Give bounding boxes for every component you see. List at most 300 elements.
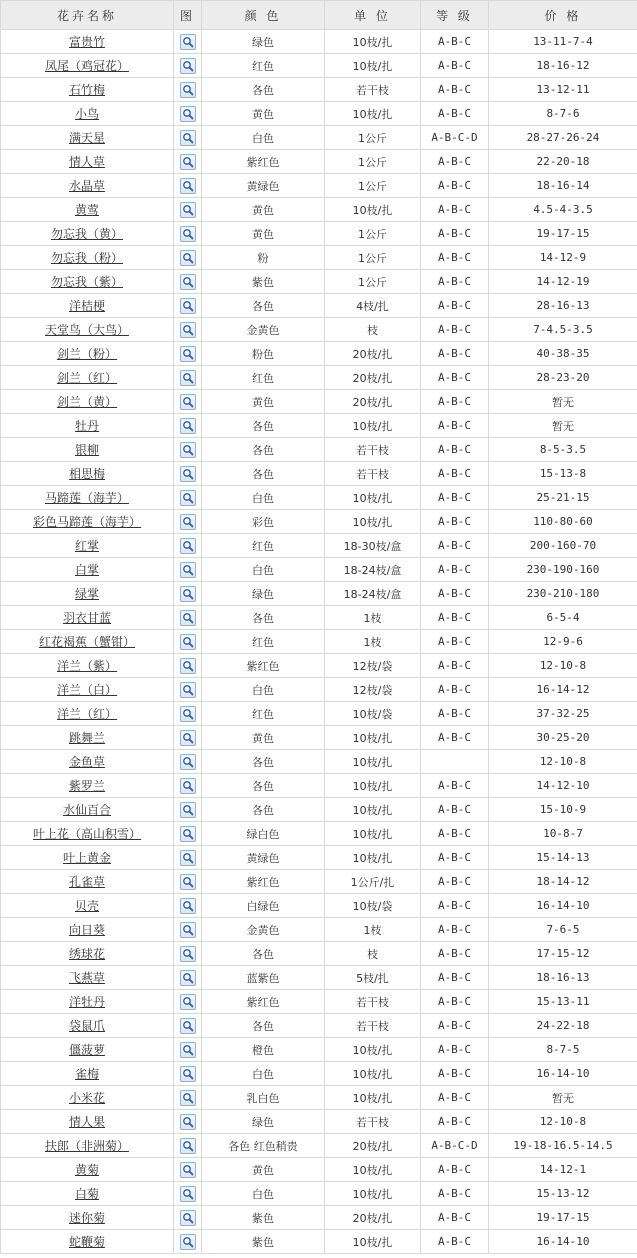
image-cell [174,54,202,78]
flower-name-link[interactable]: 银柳 [74,443,99,457]
magnifier-icon[interactable] [180,994,196,1010]
table-row [1,414,637,438]
magnifier-icon[interactable] [180,466,196,482]
flower-name-cell [1,510,174,534]
color-cell: 黄色 [202,1158,325,1182]
price-cell: 15-13-8 [489,462,637,486]
magnifier-icon[interactable] [180,202,196,218]
unit-cell: 10枝/扎 [325,486,421,510]
flower-name-cell [1,1062,174,1086]
color-cell: 红色 [202,366,325,390]
flower-name-cell [1,846,174,870]
table-row [1,798,637,822]
table-row [1,630,637,654]
image-cell [174,102,202,126]
unit-cell: 若干枝 [325,1014,421,1038]
unit-cell: 1公斤 [325,174,421,198]
table-row [1,654,637,678]
flower-name-link[interactable]: 黄莺 [74,203,99,217]
header-unit: 单 位 [325,1,421,30]
grade-cell [421,750,489,774]
price-cell: 19-18-16.5-14.5 [489,1134,637,1158]
grade-cell: A-B-C [421,414,489,438]
table-row [1,150,637,174]
price-cell: 25-21-15 [489,486,637,510]
magnifier-icon[interactable] [180,730,196,746]
flower-name-cell [1,1014,174,1038]
color-cell: 黄绿色 [202,174,325,198]
magnifier-icon[interactable] [180,586,196,602]
flower-name-cell [1,102,174,126]
flower-name-link[interactable]: 蛇鞭菊 [68,1235,105,1249]
color-cell: 白色 [202,1182,325,1206]
unit-cell: 18-24枝/盒 [325,558,421,582]
magnifier-icon[interactable] [180,250,196,266]
color-cell: 各色 [202,798,325,822]
flower-name-link[interactable]: 红花褐蕉（蟹钳） [38,635,135,649]
flower-name-link[interactable]: 羽衣甘蓝 [62,611,111,625]
unit-cell: 枝 [325,942,421,966]
color-cell: 黄色 [202,198,325,222]
color-cell: 紫色 [202,270,325,294]
table-row [1,774,637,798]
price-cell: 12-10-8 [489,750,637,774]
flower-name-cell [1,342,174,366]
color-cell: 白色 [202,558,325,582]
table-row [1,438,637,462]
price-cell: 230-210-180 [489,582,637,606]
price-cell: 19-17-15 [489,222,637,246]
image-cell [174,30,202,54]
image-cell [174,366,202,390]
table-row [1,294,637,318]
magnifier-icon[interactable] [180,850,196,866]
flower-name-cell [1,366,174,390]
magnifier-icon[interactable] [180,394,196,410]
image-cell [174,846,202,870]
flower-name-cell [1,606,174,630]
magnifier-icon[interactable] [180,874,196,890]
grade-cell: A-B-C [421,366,489,390]
color-cell: 橙色 [202,1038,325,1062]
flower-name-link[interactable]: 雀梅 [74,1067,99,1081]
table-row [1,1182,637,1206]
color-cell: 各色 [202,438,325,462]
table-row [1,462,637,486]
table-row [1,1086,637,1110]
price-cell: 8-7-6 [489,102,637,126]
price-cell: 暂无 [489,1086,637,1110]
flower-name-link[interactable]: 迷你菊 [68,1211,105,1225]
unit-cell: 1公斤 [325,222,421,246]
flower-name-link[interactable]: 剑兰（黄） [56,395,117,409]
flower-name-link[interactable]: 小米花 [68,1091,105,1105]
grade-cell: A-B-C [421,726,489,750]
color-cell: 绿白色 [202,822,325,846]
flower-name-link[interactable]: 僵菠萝 [68,1043,105,1057]
flower-name-link[interactable]: 剑兰（红） [56,371,117,385]
magnifier-icon[interactable] [180,922,196,938]
magnifier-icon[interactable] [180,1042,196,1058]
unit-cell: 12枝/袋 [325,654,421,678]
color-cell: 黄色 [202,102,325,126]
flower-name-link[interactable]: 富贵竹 [68,35,105,49]
price-cell: 28-23-20 [489,366,637,390]
flower-name-cell [1,726,174,750]
flower-name-link[interactable]: 洋兰（红） [56,707,117,721]
grade-cell: A-B-C [421,1206,489,1230]
image-cell [174,750,202,774]
unit-cell: 10枝/扎 [325,1182,421,1206]
magnifier-icon[interactable] [180,682,196,698]
flower-name-link[interactable]: 天堂鸟（大鸟） [44,323,129,337]
flower-name-cell [1,294,174,318]
magnifier-icon[interactable] [180,82,196,98]
flower-name-cell [1,966,174,990]
grade-cell: A-B-C [421,798,489,822]
grade-cell: A-B-C [421,1038,489,1062]
image-cell [174,1014,202,1038]
magnifier-icon[interactable] [180,1210,196,1226]
image-cell [174,1230,202,1254]
image-cell [174,1134,202,1158]
price-cell: 37-32-25 [489,702,637,726]
image-cell [174,966,202,990]
color-cell: 绿色 [202,1110,325,1134]
price-cell: 16-14-10 [489,1062,637,1086]
color-cell: 粉 [202,246,325,270]
price-cell: 18-16-14 [489,174,637,198]
magnifier-icon[interactable] [180,178,196,194]
unit-cell: 1枝 [325,630,421,654]
table-row [1,1134,637,1158]
price-cell: 暂无 [489,390,637,414]
price-cell: 暂无 [489,414,637,438]
flower-name-cell [1,54,174,78]
image-cell [174,222,202,246]
flower-name-link[interactable]: 洋兰（白） [56,683,117,697]
color-cell: 各色 [202,774,325,798]
magnifier-icon[interactable] [180,274,196,290]
flower-name-link[interactable]: 勿忘我（紫） [50,275,123,289]
image-cell [174,414,202,438]
grade-cell: A-B-C [421,1014,489,1038]
unit-cell: 20枝/扎 [325,390,421,414]
flower-name-cell [1,942,174,966]
grade-cell: A-B-C [421,174,489,198]
flower-name-cell [1,702,174,726]
image-cell [174,294,202,318]
flower-name-link[interactable]: 绣球花 [68,947,105,961]
grade-cell: A-B-C [421,510,489,534]
price-cell: 6-5-4 [489,606,637,630]
magnifier-icon[interactable] [180,610,196,626]
table-row [1,534,637,558]
magnifier-icon[interactable] [180,1162,196,1178]
price-cell: 12-9-6 [489,630,637,654]
flower-name-link[interactable]: 袋鼠爪 [68,1019,105,1033]
flower-name-link[interactable]: 凤尾（鸡冠花） [44,59,129,73]
flower-name-cell [1,990,174,1014]
magnifier-icon[interactable] [180,154,196,170]
magnifier-icon[interactable] [180,226,196,242]
magnifier-icon[interactable] [180,58,196,74]
table-row [1,870,637,894]
magnifier-icon[interactable] [180,298,196,314]
grade-cell: A-B-C [421,318,489,342]
color-cell: 红色 [202,630,325,654]
price-cell: 110-80-60 [489,510,637,534]
image-cell [174,462,202,486]
magnifier-icon[interactable] [180,970,196,986]
magnifier-icon[interactable] [180,490,196,506]
image-cell [174,678,202,702]
price-cell: 15-13-12 [489,1182,637,1206]
flower-name-link[interactable]: 勿忘我（粉） [50,251,123,265]
flower-name-link[interactable]: 水晶草 [68,179,105,193]
flower-name-link[interactable]: 洋牡丹 [68,995,105,1009]
unit-cell: 4枝/扎 [325,294,421,318]
flower-name-cell [1,558,174,582]
image-cell [174,702,202,726]
table-row [1,486,637,510]
magnifier-icon[interactable] [180,322,196,338]
flower-name-cell [1,1086,174,1110]
price-cell: 12-10-8 [489,1110,637,1134]
magnifier-icon[interactable] [180,442,196,458]
table-row [1,702,637,726]
table-row [1,222,637,246]
grade-cell: A-B-C [421,486,489,510]
table-row [1,990,637,1014]
flower-name-link[interactable]: 情人果 [68,1115,105,1129]
grade-cell: A-B-C [421,582,489,606]
header-grade: 等 级 [421,1,489,30]
table-row [1,918,637,942]
magnifier-icon[interactable] [180,634,196,650]
table-row [1,846,637,870]
color-cell: 金黄色 [202,918,325,942]
unit-cell: 若干枝 [325,462,421,486]
image-cell [174,630,202,654]
flower-name-link[interactable]: 白掌 [74,563,99,577]
flower-name-link[interactable]: 马蹄莲（海芋） [44,491,129,505]
unit-cell: 10枝/扎 [325,414,421,438]
flower-name-link[interactable]: 情人草 [68,155,105,169]
magnifier-icon[interactable] [180,538,196,554]
flower-name-link[interactable]: 石竹梅 [68,83,105,97]
magnifier-icon[interactable] [180,706,196,722]
color-cell: 各色 [202,78,325,102]
flower-name-link[interactable]: 贝壳 [74,899,99,913]
flower-name-cell [1,654,174,678]
flower-name-cell [1,174,174,198]
grade-cell: A-B-C [421,438,489,462]
unit-cell: 10枝/扎 [325,1038,421,1062]
price-cell: 24-22-18 [489,1014,637,1038]
unit-cell: 12枝/袋 [325,678,421,702]
flower-name-link[interactable]: 叶上黄金 [62,851,111,865]
unit-cell: 1公斤 [325,126,421,150]
price-cell: 18-16-12 [489,54,637,78]
magnifier-icon[interactable] [180,562,196,578]
magnifier-icon[interactable] [180,1090,196,1106]
price-cell: 40-38-35 [489,342,637,366]
price-cell: 28-27-26-24 [489,126,637,150]
image-cell [174,486,202,510]
flower-name-link[interactable]: 洋兰（紫） [56,659,117,673]
magnifier-icon[interactable] [180,778,196,794]
magnifier-icon[interactable] [180,1066,196,1082]
flower-name-link[interactable]: 向日葵 [68,923,105,937]
flower-name-link[interactable]: 孔雀草 [68,875,105,889]
magnifier-icon[interactable] [180,946,196,962]
flower-name-cell [1,126,174,150]
flower-name-link[interactable]: 白菊 [74,1187,99,1201]
price-cell: 15-10-9 [489,798,637,822]
color-cell: 金黄色 [202,318,325,342]
table-row [1,942,637,966]
grade-cell: A-B-C [421,702,489,726]
unit-cell: 枝 [325,318,421,342]
magnifier-icon[interactable] [180,1114,196,1130]
table-row [1,966,637,990]
unit-cell: 20枝/扎 [325,1134,421,1158]
table-row [1,366,637,390]
magnifier-icon[interactable] [180,106,196,122]
image-cell [174,1158,202,1182]
flower-name-link[interactable]: 跳舞兰 [68,731,105,745]
unit-cell: 10枝/扎 [325,198,421,222]
unit-cell: 10枝/扎 [325,54,421,78]
header-row [1,1,637,30]
magnifier-icon[interactable] [180,514,196,530]
magnifier-icon[interactable] [180,1018,196,1034]
color-cell: 乳白色 [202,1086,325,1110]
price-cell: 16-14-12 [489,678,637,702]
grade-cell: A-B-C [421,534,489,558]
flower-name-link[interactable]: 黄菊 [74,1163,99,1177]
flower-name-link[interactable]: 叶上花（高山积雪） [32,827,141,841]
magnifier-icon[interactable] [180,1138,196,1154]
grade-cell: A-B-C [421,558,489,582]
unit-cell: 10枝/扎 [325,1230,421,1254]
flower-name-cell [1,894,174,918]
image-cell [174,606,202,630]
color-cell: 红色 [202,702,325,726]
color-cell: 黄色 [202,222,325,246]
color-cell: 红色 [202,534,325,558]
flower-name-link[interactable]: 扶郎（非洲菊） [44,1139,129,1153]
color-cell: 白绿色 [202,894,325,918]
image-cell [174,1038,202,1062]
magnifier-icon[interactable] [180,418,196,434]
magnifier-icon[interactable] [180,130,196,146]
image-cell [174,918,202,942]
color-cell: 各色 红色稍贵 [202,1134,325,1158]
flower-name-link[interactable]: 飞燕草 [68,971,105,985]
grade-cell: A-B-C [421,822,489,846]
color-cell: 白色 [202,1062,325,1086]
unit-cell: 1枝 [325,606,421,630]
flower-name-link[interactable]: 绿掌 [74,587,99,601]
magnifier-icon[interactable] [180,826,196,842]
image-cell [174,1110,202,1134]
flower-name-link[interactable]: 小鸟 [74,107,99,121]
image-cell [174,438,202,462]
magnifier-icon[interactable] [180,754,196,770]
image-cell [174,198,202,222]
image-cell [174,318,202,342]
magnifier-icon[interactable] [180,802,196,818]
flower-name-cell [1,1134,174,1158]
flower-name-cell [1,918,174,942]
grade-cell: A-B-C [421,774,489,798]
flower-name-link[interactable]: 红掌 [74,539,99,553]
flower-name-link[interactable]: 紫罗兰 [68,779,105,793]
price-cell: 14-12-1 [489,1158,637,1182]
magnifier-icon[interactable] [180,34,196,50]
flower-name-link[interactable]: 水仙百合 [62,803,111,817]
color-cell: 各色 [202,1014,325,1038]
table-row [1,1062,637,1086]
grade-cell: A-B-C [421,1230,489,1254]
flower-name-cell [1,630,174,654]
image-cell [174,654,202,678]
table-row [1,726,637,750]
flower-name-link[interactable]: 相思梅 [68,467,105,481]
magnifier-icon[interactable] [180,370,196,386]
table-row [1,174,637,198]
magnifier-icon[interactable] [180,346,196,362]
price-cell: 12-10-8 [489,654,637,678]
flower-name-cell [1,318,174,342]
price-cell: 14-12-19 [489,270,637,294]
table-row [1,1158,637,1182]
flower-name-link[interactable]: 牡丹 [74,419,99,433]
table-row [1,822,637,846]
unit-cell: 10枝/扎 [325,750,421,774]
color-cell: 各色 [202,606,325,630]
magnifier-icon[interactable] [180,1234,196,1250]
flower-name-link[interactable]: 金鱼草 [68,755,105,769]
color-cell: 彩色 [202,510,325,534]
color-cell: 紫色 [202,1206,325,1230]
magnifier-icon[interactable] [180,1186,196,1202]
image-cell [174,1062,202,1086]
flower-name-link[interactable]: 彩色马蹄莲（海芋） [32,515,141,529]
image-cell [174,1182,202,1206]
price-cell: 4.5-4-3.5 [489,198,637,222]
flower-name-cell [1,30,174,54]
magnifier-icon[interactable] [180,898,196,914]
grade-cell: A-B-C [421,942,489,966]
color-cell: 各色 [202,414,325,438]
grade-cell: A-B-C [421,150,489,174]
color-cell: 白色 [202,126,325,150]
table-row [1,318,637,342]
flower-name-link[interactable]: 剑兰（粉） [56,347,117,361]
magnifier-icon[interactable] [180,658,196,674]
flower-name-link[interactable]: 洋桔梗 [68,299,105,313]
unit-cell: 10枝/扎 [325,822,421,846]
flower-name-link[interactable]: 勿忘我（黄） [50,227,123,241]
image-cell [174,510,202,534]
flower-name-link[interactable]: 满天星 [68,131,105,145]
table-header [1,1,637,30]
grade-cell: A-B-C [421,990,489,1014]
unit-cell: 20枝/扎 [325,1206,421,1230]
